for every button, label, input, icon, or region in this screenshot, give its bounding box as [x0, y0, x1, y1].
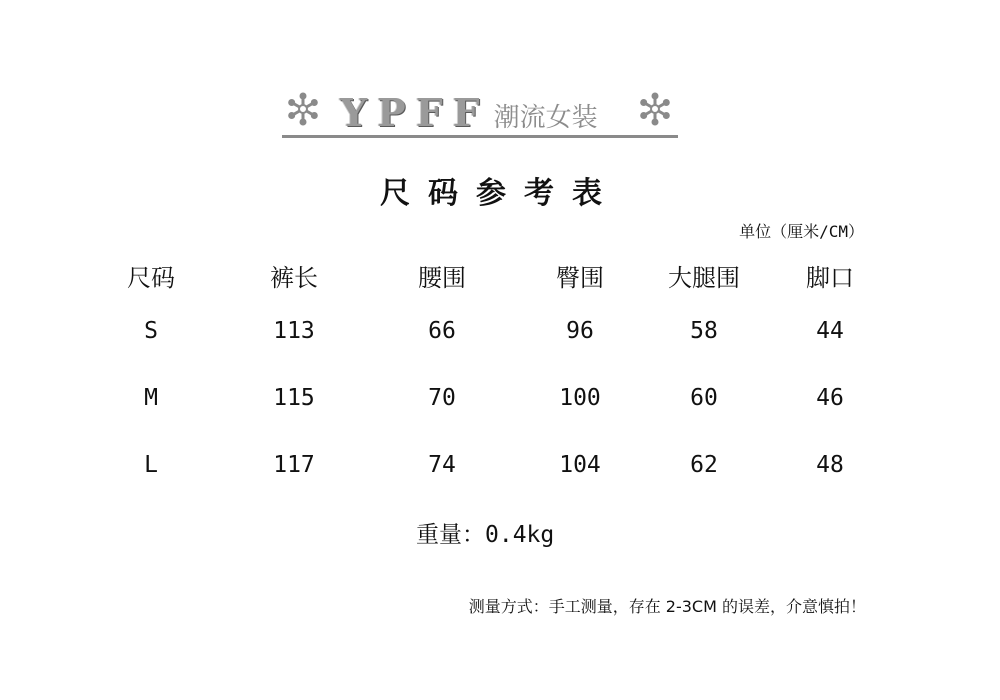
table-cell: 96 — [566, 318, 594, 344]
table-cell: 104 — [559, 452, 601, 478]
page-title: 尺码参考表 — [380, 176, 620, 211]
column-header-hip: 臀围 — [556, 264, 604, 292]
column-header-size: 尺码 — [127, 264, 175, 292]
table-cell: S — [144, 318, 158, 344]
column-header-length: 裤长 — [270, 264, 318, 292]
table-cell: M — [144, 385, 158, 411]
column-header-waist: 腰围 — [418, 264, 466, 292]
table-cell: 70 — [428, 385, 456, 411]
table-cell: 48 — [816, 452, 844, 478]
brand-subtitle: 潮流女装 — [493, 103, 598, 133]
brand-text — [340, 90, 598, 135]
table-cell: 46 — [816, 385, 844, 411]
weight-info — [416, 516, 554, 549]
table-cell: 58 — [690, 318, 718, 344]
table-cell: 66 — [428, 318, 456, 344]
brand-banner — [282, 88, 678, 138]
table-cell: 100 — [559, 385, 601, 411]
table-cell: 44 — [816, 318, 844, 344]
table-cell: 60 — [690, 385, 718, 411]
table-cell: 74 — [428, 452, 456, 478]
brand-name: YPFF — [340, 90, 490, 135]
weight-value: 0.4kg — [485, 522, 555, 548]
column-header-thigh: 大腿围 — [668, 264, 740, 292]
brand-underline — [282, 135, 678, 138]
weight-label: 重量： — [416, 522, 485, 548]
column-header-hem: 脚口 — [806, 264, 854, 292]
unit-label: 单位（厘米/CM） — [739, 222, 864, 241]
table-cell: 62 — [690, 452, 718, 478]
snowflake-icon — [286, 92, 320, 126]
table-cell: L — [144, 452, 158, 478]
measurement-note: 测量方式：手工测量，存在 2-3CM 的误差，介意慎拍！ — [468, 597, 866, 616]
table-cell: 117 — [273, 452, 315, 478]
snowflake-icon — [638, 92, 672, 126]
table-cell: 115 — [273, 385, 315, 411]
table-cell: 113 — [273, 318, 315, 344]
